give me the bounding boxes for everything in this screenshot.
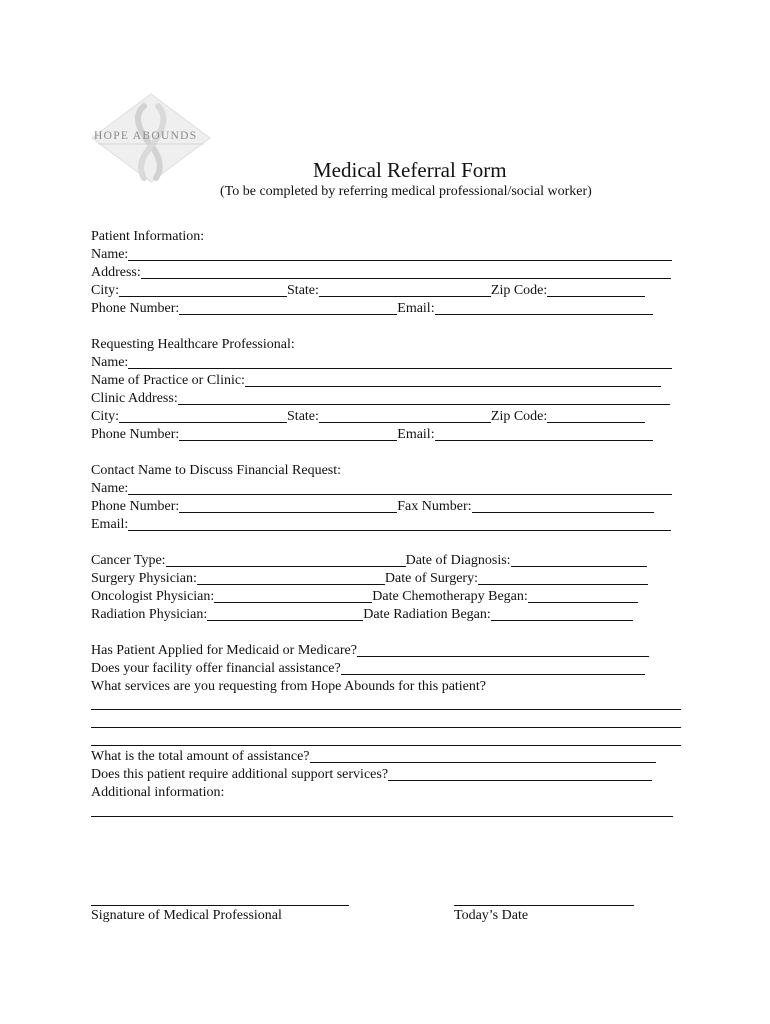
requesting-state-field[interactable] bbox=[319, 410, 491, 423]
radiation-physician-label: Radiation Physician: bbox=[91, 607, 208, 622]
patient-phone-label: Phone Number: bbox=[91, 301, 180, 316]
contact-email-row bbox=[91, 516, 671, 534]
contact-fax-field[interactable] bbox=[472, 500, 654, 513]
patient-state-label: State: bbox=[287, 283, 319, 298]
date-label: Today’s Date bbox=[454, 908, 529, 923]
support-row bbox=[91, 766, 652, 784]
additional-label: Additional information: bbox=[91, 785, 225, 800]
requesting-city-row bbox=[91, 408, 645, 426]
contact-email-label: Email: bbox=[91, 517, 129, 532]
form-subtitle: (To be completed by referring medical professional/social worker) bbox=[220, 184, 592, 199]
requesting-phone-row bbox=[91, 426, 653, 444]
services-answer-line-1[interactable] bbox=[91, 709, 681, 710]
diagnosis-date-label: Date of Diagnosis: bbox=[405, 553, 511, 568]
patient-section-heading: Patient Information: bbox=[91, 229, 205, 244]
date-line[interactable] bbox=[454, 905, 634, 906]
oncologist-field[interactable] bbox=[214, 590, 372, 603]
surgery-date-label: Date of Surgery: bbox=[384, 571, 478, 586]
total-field[interactable] bbox=[310, 750, 656, 763]
signature-line[interactable] bbox=[91, 905, 349, 906]
radiation-row bbox=[91, 606, 633, 624]
patient-zip-field[interactable] bbox=[547, 284, 645, 297]
patient-zip-label: Zip Code: bbox=[490, 283, 548, 298]
radiation-date-label: Date Radiation Began: bbox=[363, 607, 491, 622]
patient-phone-row bbox=[91, 300, 653, 318]
services-answer-line-3[interactable] bbox=[91, 745, 681, 746]
patient-address-field[interactable] bbox=[141, 266, 671, 279]
surgery-physician-field[interactable] bbox=[197, 572, 385, 585]
medicaid-label: Has Patient Applied for Medicaid or Medicare? bbox=[91, 643, 357, 658]
services-answer-line-2[interactable] bbox=[91, 727, 681, 728]
clinic-address-field[interactable] bbox=[178, 392, 670, 405]
requesting-zip-field[interactable] bbox=[547, 410, 645, 423]
diagnosis-date-field[interactable] bbox=[511, 554, 647, 567]
contact-name-field[interactable] bbox=[128, 482, 672, 495]
total-row bbox=[91, 748, 656, 766]
surgery-row bbox=[91, 570, 648, 588]
facility-row bbox=[91, 660, 645, 678]
patient-name-row bbox=[91, 246, 672, 264]
services-label: What services are you requesting from Hope Abounds for this patient? bbox=[91, 679, 487, 694]
total-label: What is the total amount of assistance? bbox=[91, 749, 310, 764]
signature-label: Signature of Medical Professional bbox=[91, 908, 282, 923]
contact-fax-label: Fax Number: bbox=[397, 499, 472, 514]
surgery-date-field[interactable] bbox=[478, 572, 648, 585]
cancer-type-field[interactable] bbox=[166, 554, 406, 567]
patient-email-label: Email: bbox=[397, 301, 435, 316]
support-label: Does this patient require additional support services? bbox=[91, 767, 389, 782]
patient-address-row bbox=[91, 264, 671, 282]
requesting-phone-label: Phone Number: bbox=[91, 427, 180, 442]
contact-name-row bbox=[91, 480, 672, 498]
practice-field[interactable] bbox=[245, 374, 661, 387]
contact-email-field[interactable] bbox=[128, 518, 671, 531]
requesting-state-label: State: bbox=[287, 409, 319, 424]
logo-text: HOPE ABOUNDS bbox=[94, 130, 198, 142]
contact-phone-row bbox=[91, 498, 654, 516]
requesting-zip-label: Zip Code: bbox=[490, 409, 548, 424]
clinic-address-row bbox=[91, 390, 670, 408]
contact-phone-label: Phone Number: bbox=[91, 499, 180, 514]
patient-name-label: Name: bbox=[91, 247, 129, 262]
requesting-email-field[interactable] bbox=[435, 428, 653, 441]
support-field[interactable] bbox=[388, 768, 652, 781]
chemo-date-label: Date Chemotherapy Began: bbox=[372, 589, 528, 604]
medicaid-row bbox=[91, 642, 649, 660]
form-title: Medical Referral Form bbox=[313, 158, 507, 182]
facility-label: Does your facility offer financial assistance? bbox=[91, 661, 341, 676]
contact-section-heading: Contact Name to Discuss Financial Request: bbox=[91, 463, 342, 478]
patient-city-row bbox=[91, 282, 645, 300]
requesting-section-heading: Requesting Healthcare Professional: bbox=[91, 337, 295, 352]
requesting-city-label: City: bbox=[91, 409, 120, 424]
requesting-name-field[interactable] bbox=[128, 356, 672, 369]
requesting-email-label: Email: bbox=[397, 427, 435, 442]
radiation-physician-field[interactable] bbox=[207, 608, 363, 621]
medicaid-field[interactable] bbox=[357, 644, 649, 657]
radiation-date-field[interactable] bbox=[491, 608, 633, 621]
patient-phone-field[interactable] bbox=[179, 302, 397, 315]
surgery-physician-label: Surgery Physician: bbox=[91, 571, 197, 586]
oncologist-label: Oncologist Physician: bbox=[91, 589, 215, 604]
cancer-type-row bbox=[91, 552, 647, 570]
cancer-type-label: Cancer Type: bbox=[91, 553, 166, 568]
oncologist-row bbox=[91, 588, 638, 606]
patient-name-field[interactable] bbox=[128, 248, 672, 261]
patient-city-field[interactable] bbox=[119, 284, 287, 297]
services-row bbox=[91, 678, 486, 696]
clinic-address-label: Clinic Address: bbox=[91, 391, 178, 406]
practice-label: Name of Practice or Clinic: bbox=[91, 373, 245, 388]
contact-phone-field[interactable] bbox=[179, 500, 397, 513]
chemo-date-field[interactable] bbox=[528, 590, 638, 603]
contact-name-label: Name: bbox=[91, 481, 129, 496]
additional-answer-line[interactable] bbox=[91, 816, 673, 817]
requesting-phone-field[interactable] bbox=[179, 428, 397, 441]
patient-state-field[interactable] bbox=[319, 284, 491, 297]
requesting-name-row bbox=[91, 354, 672, 372]
requesting-city-field[interactable] bbox=[119, 410, 287, 423]
patient-email-field[interactable] bbox=[435, 302, 653, 315]
requesting-name-label: Name: bbox=[91, 355, 129, 370]
patient-address-label: Address: bbox=[91, 265, 141, 280]
additional-row bbox=[91, 784, 224, 802]
facility-field[interactable] bbox=[341, 662, 645, 675]
practice-row bbox=[91, 372, 661, 390]
patient-city-label: City: bbox=[91, 283, 120, 298]
